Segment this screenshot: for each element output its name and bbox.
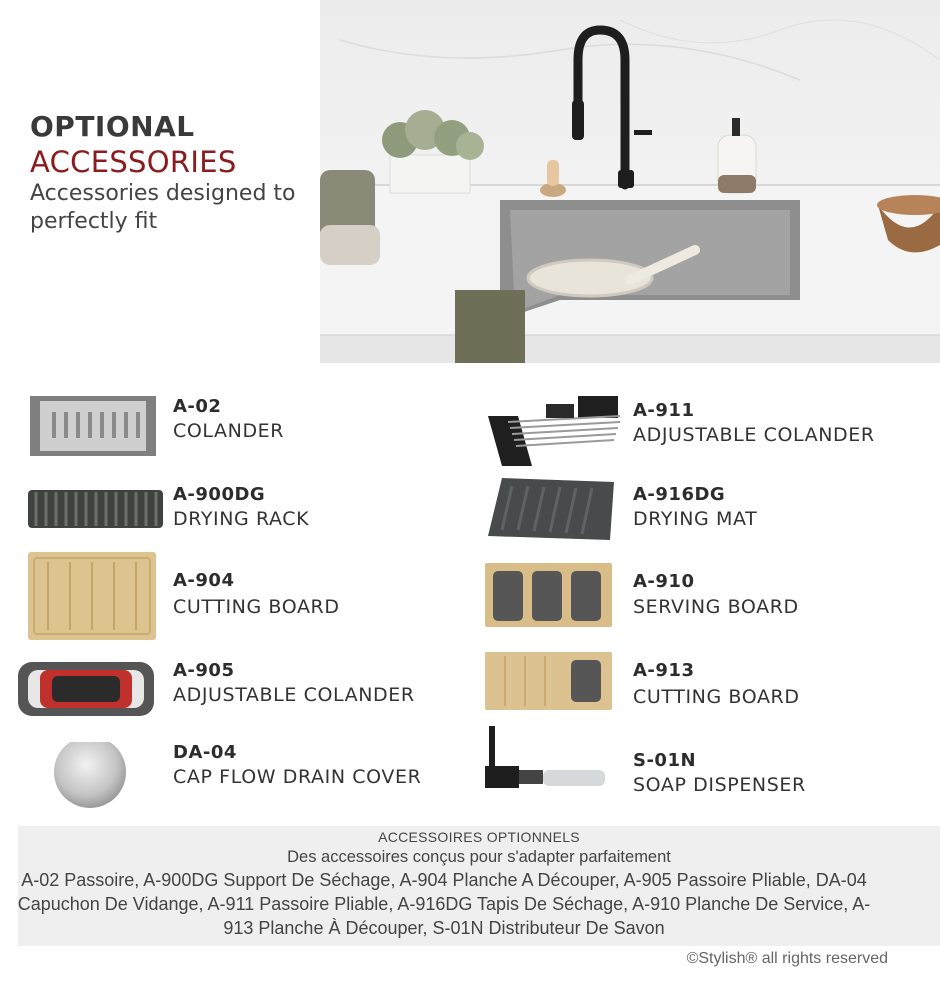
adjustable-colander-icon xyxy=(18,660,158,728)
wire-colander-icon xyxy=(488,396,623,464)
item-code: A-911 xyxy=(633,400,695,421)
item-name: SERVING BOARD xyxy=(633,596,799,618)
item-code: A-900DG xyxy=(173,484,266,505)
french-description xyxy=(18,826,940,946)
title-optional: OPTIONAL xyxy=(30,110,195,143)
french-subtitle: Des accessoires conçus pour s'adapter parfaitement xyxy=(287,848,671,866)
accessory-s-01n xyxy=(485,726,925,816)
drain-cover-icon xyxy=(28,742,163,810)
item-name: ADJUSTABLE COLANDER xyxy=(173,684,415,706)
soap-dispenser-icon xyxy=(485,726,615,816)
item-code: A-904 xyxy=(173,570,235,591)
item-code: A-905 xyxy=(173,660,235,681)
item-code: A-913 xyxy=(633,660,695,681)
drying-mat-icon xyxy=(488,478,623,546)
cutting-board-bin-icon xyxy=(485,652,615,720)
item-name: ADJUSTABLE COLANDER xyxy=(633,424,875,446)
item-name: CUTTING BOARD xyxy=(173,596,340,618)
french-title: ACCESSOIRES OPTIONNELS xyxy=(378,829,580,845)
item-name: CAP FLOW DRAIN COVER xyxy=(173,766,422,788)
item-code: A-910 xyxy=(633,571,695,592)
item-code: A-02 xyxy=(173,396,222,417)
subtitle: Accessories designed to perfectly fit xyxy=(30,181,296,234)
item-code: DA-04 xyxy=(173,742,237,763)
accessory-da-04 xyxy=(28,742,448,822)
sink-scene-illustration xyxy=(320,0,940,363)
title-accessories: ACCESSORIES xyxy=(30,145,237,179)
drying-rack-icon xyxy=(28,484,163,552)
accessory-a-905 xyxy=(18,660,448,740)
serving-board-icon xyxy=(485,563,615,631)
item-code: A-916DG xyxy=(633,484,726,505)
accessory-a-916dg xyxy=(488,478,928,558)
french-body: A-02 Passoire, A-900DG Support De Séchage, A-904 Planche A Découper, A-905 Passoire Pliable, DA-04 Capuchon De Vidange, A-911 Passoire Pliable, A-916DG Tapis De Séchage, A-910 Planche De Service, A-913 Planche À Découper, S-01N Distributeur De Savon xyxy=(17,870,871,938)
item-code: S-01N xyxy=(633,750,697,771)
accessory-a-02 xyxy=(28,396,448,476)
item-name: DRYING MAT xyxy=(633,508,758,530)
hero-sink-photo xyxy=(320,0,940,363)
copyright: ©Stylish® all rights reserved xyxy=(686,950,888,967)
accessory-a-910 xyxy=(485,563,925,643)
header-block xyxy=(30,110,320,236)
cutting-board-icon xyxy=(28,552,163,642)
accessory-a-913 xyxy=(485,652,925,732)
accessory-a-904 xyxy=(28,552,448,642)
colander-icon xyxy=(28,396,163,464)
item-name: SOAP DISPENSER xyxy=(633,774,806,796)
accessory-a-911 xyxy=(488,396,928,476)
item-name: DRYING RACK xyxy=(173,508,310,530)
item-name: COLANDER xyxy=(173,420,285,442)
item-name: CUTTING BOARD xyxy=(633,686,800,708)
